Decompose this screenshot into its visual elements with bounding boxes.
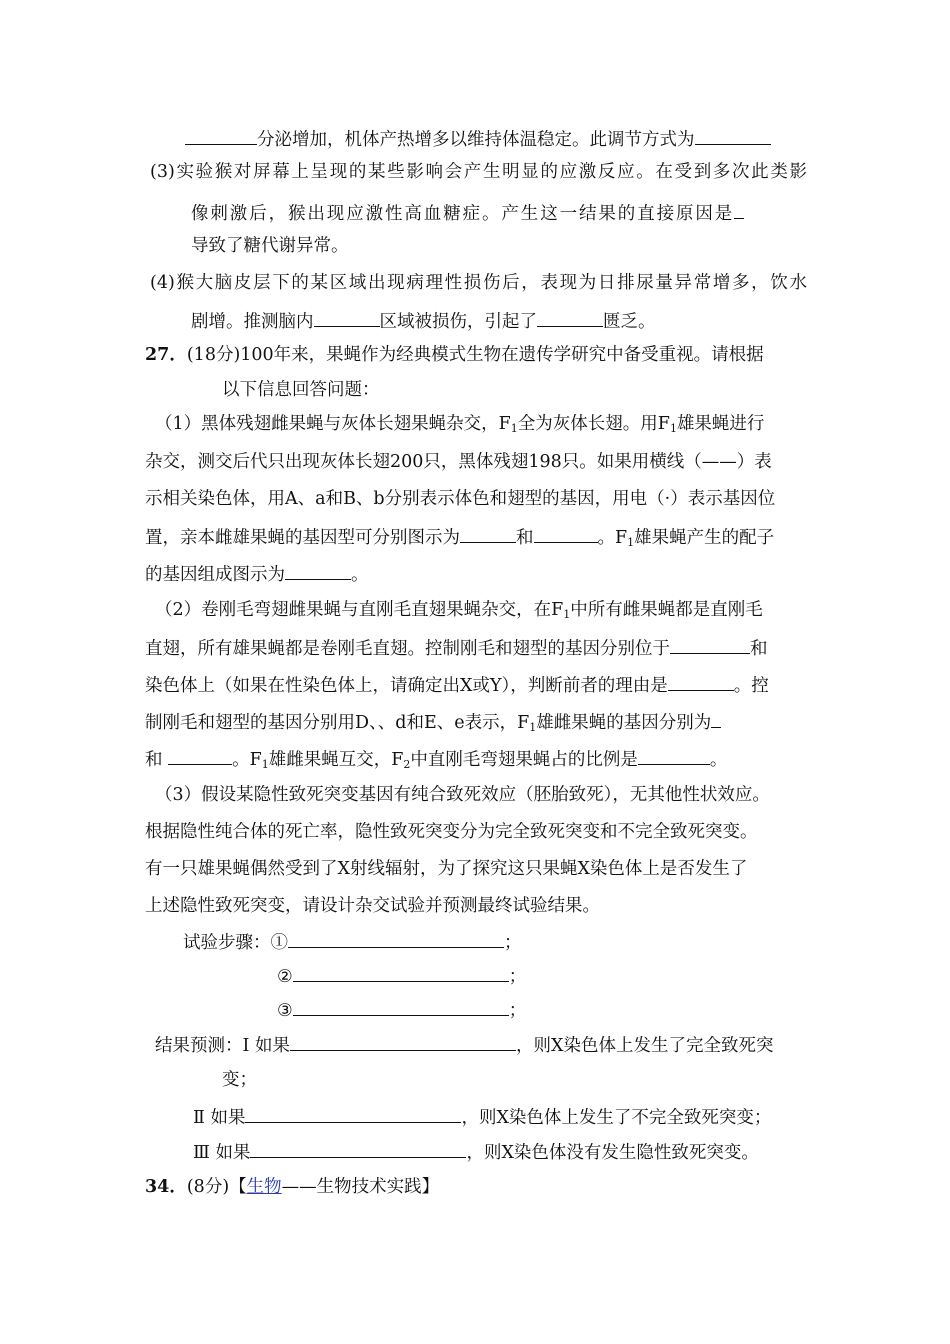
line-12: 置，亲本雌雄果蝇的基因型可分别图示为 和 。$F_1$雄果蝇产生的配子 [145, 524, 774, 550]
blank [638, 746, 710, 765]
line-22: 上述隐性致死突变，请设计杂交试验并预测最终试验结果。 [145, 896, 600, 916]
blank [734, 200, 744, 219]
line-1: 分泌增加，机体产热增多以维持体温稳定。此调节方式为 [185, 126, 771, 152]
line-19: （3）假设某隐性致死突变基因有纯合致死效应（胚胎致死），无其他性状效应。 [155, 785, 770, 805]
line-8: 以下信息回答问题： [222, 380, 380, 400]
step-1: 试验步骤：① ； [183, 929, 522, 955]
question-34-header: 34．(8分)【生物——生物技术实践】 [145, 1177, 440, 1197]
blank [168, 746, 232, 765]
blank [185, 126, 257, 145]
result-1: 结果预测：Ⅰ 如果 ，则X染色体上发生了完全致死突 [155, 1032, 773, 1058]
result-3-blank [250, 1139, 466, 1158]
question-27-header: 27．(18分)100年来，果蝇作为经典模式生物在遗传学研究中备受重视。请根据 [145, 345, 764, 365]
blank [668, 672, 734, 691]
step-1-blank [288, 929, 504, 948]
line-2: (3)实验猴对屏幕上呈现的某些影响会产生明显的应激反应。在受到多次此类影 [150, 162, 807, 182]
blank [534, 524, 598, 543]
biology-link[interactable]: 生物 [246, 1177, 282, 1197]
line-9: （1）黑体残翅雌果蝇与灰体长翅果蝇杂交，$F_1$全为灰体长翅。用$F_1$雄果蝇进行 [155, 414, 765, 435]
blank [537, 308, 603, 327]
result-1-blank [290, 1032, 516, 1051]
line-14: （2）卷刚毛弯翅雌果蝇与直刚毛直翅果蝇杂交，在$F_1$中所有雌果蝇都是直刚毛 [155, 600, 763, 621]
step-2: ② ； [277, 963, 526, 989]
line-16: 染色体上（如果在性染色体上，请确定出X或Y），判断前者的理由是 。控 [145, 672, 769, 698]
blank [670, 635, 750, 654]
step-3: ③ ； [277, 997, 526, 1023]
result-2: Ⅱ 如果 ，则X染色体上发生了不完全致死突变； [193, 1104, 771, 1130]
line-5: (4)猴大脑皮层下的某区域出现病理性损伤后，表现为日排尿量异常增多，饮水 [150, 273, 807, 293]
line-11: 示相关染色体，用A、a和B、b分别表示体色和翅型的基因，用电（·）表示基因位 [145, 489, 776, 509]
line-4: 导致了糖代谢异常。 [191, 236, 349, 256]
blank [695, 126, 771, 145]
line-20: 根据隐性纯合体的死亡率，隐性致死突变分为完全致死突变和不完全致死突变。 [145, 822, 758, 842]
blank [285, 561, 351, 580]
line-10: 杂交，测交后代只出现灰体长翅200只，黑体残翅198只。如果用横线（——）表 [145, 452, 772, 472]
result-1-cont: 变； [222, 1070, 257, 1090]
blank [314, 308, 380, 327]
step-3-blank [293, 997, 509, 1016]
line-13: 的基因组成图示为 。 [145, 561, 369, 587]
line-3: 像刺激后，猴出现应激性高血糖症。产生这一结果的直接原因是 [191, 200, 744, 226]
step-2-blank [293, 963, 509, 982]
result-3: Ⅲ 如果 ，则X染色体没有发生隐性致死突变。 [193, 1139, 759, 1165]
line-6: 剧增。推测脑内 区域被损伤，引起了 匮乏。 [191, 308, 656, 334]
line-18: 和 。$F_1$雄雌果蝇互交，$F_2$中直刚毛弯翅果蝇占的比例是 。 [145, 746, 727, 772]
line-17: 制刚毛和翅型的基因分别用D、、d和E、e表示，$F_1$雄雌果蝇的基因分别为 [145, 709, 721, 735]
line-21: 有一只雄果蝇偶然受到了X射线辐射，为了探究这只果蝇X染色体上是否发生了 [145, 859, 748, 879]
result-2-blank [245, 1104, 461, 1123]
blank [460, 524, 516, 543]
blank [711, 709, 721, 728]
line-15: 直翅，所有雄果蝇都是卷刚毛直翅。控制刚毛和翅型的基因分别位于 和 [145, 635, 768, 661]
